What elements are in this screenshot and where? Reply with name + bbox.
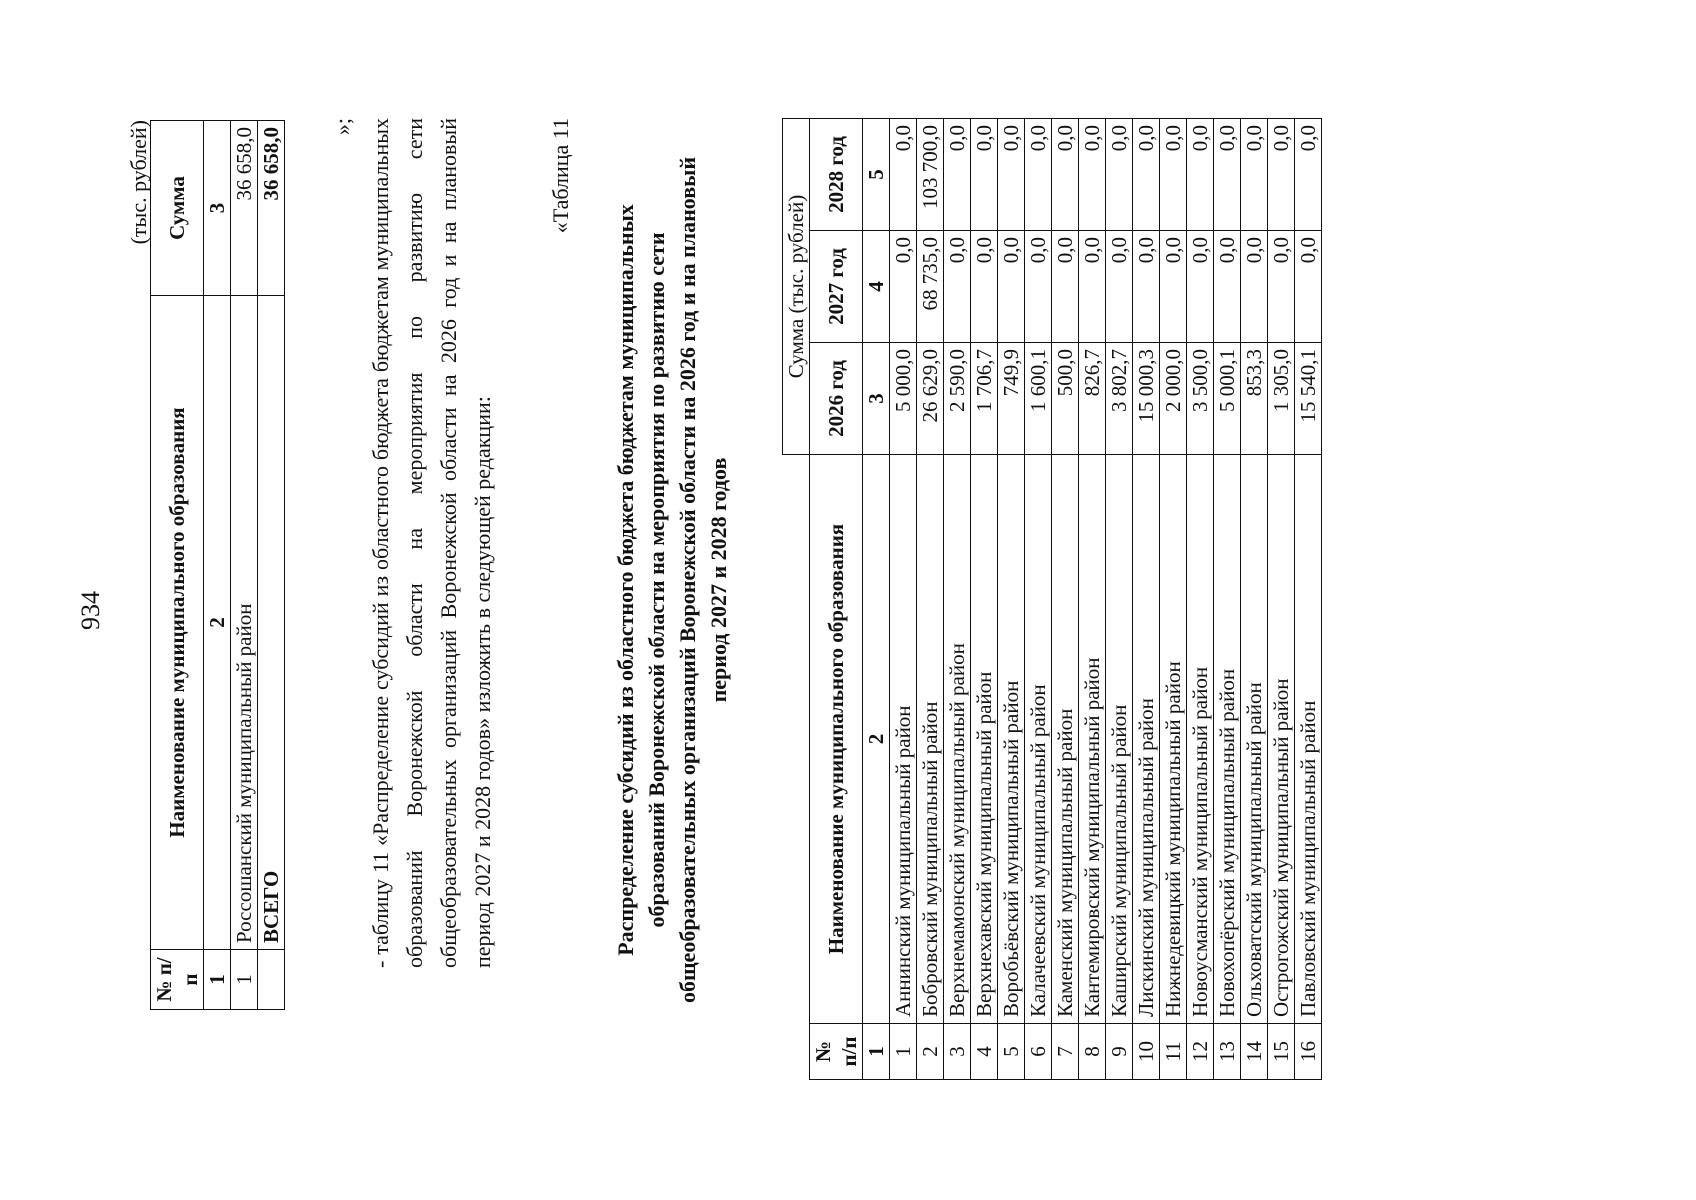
- municipality-name: Лискинский муниципальный район: [1133, 455, 1160, 1024]
- value-2028: 0,0: [1160, 119, 1187, 231]
- value-2027: 0,0: [1079, 231, 1106, 343]
- value-2026: 15 000,3: [1133, 343, 1160, 455]
- table1-closing: »;: [330, 118, 355, 136]
- municipality-name: Россошанский муниципальный район: [231, 296, 258, 950]
- sum-value: 36 658,0: [231, 121, 258, 296]
- value-2026: 1 706,7: [971, 343, 998, 455]
- value-2028: 0,0: [1106, 119, 1133, 231]
- table-row: [1241, 119, 1268, 1080]
- row-number: 2: [917, 1024, 944, 1080]
- page-number: 934: [76, 591, 105, 630]
- table-row: [1079, 119, 1106, 1080]
- table1-header-sum: Сумма: [151, 121, 204, 296]
- municipality-name: Нижнедевицкий муниципальный район: [1160, 455, 1187, 1024]
- row-number: 13: [1214, 1024, 1241, 1080]
- table2-header-name: Наименование муниципального образования: [810, 455, 863, 1024]
- table-row: [944, 119, 971, 1080]
- row-number: 3: [944, 1024, 971, 1080]
- value-2026: 500,0: [1052, 343, 1079, 455]
- municipality-name: Каменский муниципальный район: [1052, 455, 1079, 1024]
- value-2026: 749,9: [998, 343, 1025, 455]
- municipality-name: Калачеевский муниципальный район: [1025, 455, 1052, 1024]
- value-2028: 0,0: [1214, 119, 1241, 231]
- value-2027: 0,0: [1160, 231, 1187, 343]
- value-2026: 1 305,0: [1268, 343, 1295, 455]
- value-2028: 0,0: [1241, 119, 1268, 231]
- row-number: 10: [1133, 1024, 1160, 1080]
- value-2027: 0,0: [1241, 231, 1268, 343]
- municipality-name: Кантемировский муниципальный район: [1079, 455, 1106, 1024]
- value-2027: 0,0: [1133, 231, 1160, 343]
- table2-colnum: 5: [863, 119, 890, 231]
- value-2028: 0,0: [1025, 119, 1052, 231]
- municipality-name: Каширский муниципальный район: [1106, 455, 1133, 1024]
- value-2027: 0,0: [1295, 231, 1322, 343]
- table2-header-no: № п/п: [810, 1024, 863, 1080]
- value-2027: 0,0: [1214, 231, 1241, 343]
- table1-total-row: [258, 121, 285, 1010]
- row-number: 4: [971, 1024, 998, 1080]
- row-number: 8: [1079, 1024, 1106, 1080]
- municipality-name: Павловский муниципальный район: [1295, 455, 1322, 1024]
- empty-cell: [258, 950, 285, 1010]
- municipality-name: Новоусманский муниципальный район: [1187, 455, 1214, 1024]
- municipality-name: Ольховатский муниципальный район: [1241, 455, 1268, 1024]
- table2-colnum-row: [863, 119, 890, 1080]
- municipality-name: Новохопёрский муниципальный район: [1214, 455, 1241, 1024]
- value-2028: 0,0: [1133, 119, 1160, 231]
- row-number: 7: [1052, 1024, 1079, 1080]
- table1: [150, 120, 285, 1010]
- table2-body: [890, 119, 1322, 1080]
- table2-sumhead-row: [783, 119, 810, 1080]
- row-number: 11: [1160, 1024, 1187, 1080]
- table-row: [890, 119, 917, 1080]
- row-number: 16: [1295, 1024, 1322, 1080]
- table-row: [1295, 119, 1322, 1080]
- table-row: [1187, 119, 1214, 1080]
- value-2027: 0,0: [1187, 231, 1214, 343]
- value-2028: 0,0: [1052, 119, 1079, 231]
- value-2028: 0,0: [1268, 119, 1295, 231]
- value-2026: 5 000,1: [1214, 343, 1241, 455]
- table1-header-no: № п/п: [151, 950, 204, 1010]
- value-2026: 2 590,0: [944, 343, 971, 455]
- table2: [782, 118, 1322, 1080]
- value-2026: 3 802,7: [1106, 343, 1133, 455]
- row-number: 14: [1241, 1024, 1268, 1080]
- table-row: [1268, 119, 1295, 1080]
- amendment-paragraph: - таблицу 11 «Распределение субсидий из областного бюджета бюджетам муниципальных образований Воронежской области на мероприятия по развитию сети общеобразовательных организаций Воронежской области на 2026 год и на плановый период 2027 и 2028 годов» изложить в следующей редакции:: [368, 118, 495, 968]
- table11-title: Распределение субсидий из областного бюджета бюджетам муниципальных образований Воронежской области на мероприятия по развитию сети общеобразовательных организаций Воронежской области на 2026 год и на плановый период 2027 и 2028 годов: [613, 157, 731, 1004]
- value-2028: 0,0: [944, 119, 971, 231]
- total-label: ВСЕГО: [258, 296, 285, 950]
- table2-colnum: 4: [863, 231, 890, 343]
- value-2027: 0,0: [998, 231, 1025, 343]
- value-2026: 853,3: [1241, 343, 1268, 455]
- table2-colnum: 3: [863, 343, 890, 455]
- row-number: 5: [998, 1024, 1025, 1080]
- value-2028: 103 700,0: [917, 119, 944, 231]
- row-number: 1: [890, 1024, 917, 1080]
- table2-header-2028: 2028 год: [810, 119, 863, 231]
- table11-label: «Таблица 11: [548, 118, 573, 234]
- municipality-name: Бобровский муниципальный район: [917, 455, 944, 1024]
- value-2026: 5 000,0: [890, 343, 917, 455]
- empty-cell: [783, 1024, 810, 1080]
- table-row: [1160, 119, 1187, 1080]
- table2-colnum: 1: [863, 1024, 890, 1080]
- total-value: 36 658,0: [258, 121, 285, 296]
- value-2026: 1 600,1: [1025, 343, 1052, 455]
- value-2027: 0,0: [890, 231, 917, 343]
- row-number: 12: [1187, 1024, 1214, 1080]
- table-row: [231, 121, 258, 1010]
- table-row: [917, 119, 944, 1080]
- table-row: [1106, 119, 1133, 1080]
- value-2027: 0,0: [944, 231, 971, 343]
- table-row: [1052, 119, 1079, 1080]
- municipality-name: Острогожский муниципальный район: [1268, 455, 1295, 1024]
- row-number: 15: [1268, 1024, 1295, 1080]
- value-2027: 0,0: [1025, 231, 1052, 343]
- table2-header-row: [810, 119, 863, 1080]
- municipality-name: Аннинский муниципальный район: [890, 455, 917, 1024]
- table1-colnum: 2: [204, 296, 231, 950]
- row-number: 9: [1106, 1024, 1133, 1080]
- value-2026: 15 540,1: [1295, 343, 1322, 455]
- row-number: 6: [1025, 1024, 1052, 1080]
- empty-cell: [783, 455, 810, 1024]
- value-2027: 0,0: [1052, 231, 1079, 343]
- value-2027: 0,0: [971, 231, 998, 343]
- table2-sum-header: Сумма (тыс. рублей): [783, 119, 810, 455]
- table-row: [971, 119, 998, 1080]
- row-number: 1: [231, 950, 258, 1010]
- value-2027: 68 735,0: [917, 231, 944, 343]
- value-2028: 0,0: [1079, 119, 1106, 231]
- municipality-name: Воробьёвский муниципальный район: [998, 455, 1025, 1024]
- municipality-name: Верхнемамонский муниципальный район: [944, 455, 971, 1024]
- table-row: [1025, 119, 1052, 1080]
- table2-colnum: 2: [863, 455, 890, 1024]
- value-2028: 0,0: [1295, 119, 1322, 231]
- value-2027: 0,0: [1268, 231, 1295, 343]
- table-row: [1214, 119, 1241, 1080]
- table2-header-2026: 2026 год: [810, 343, 863, 455]
- table1-unit: (тыс. рублей): [126, 120, 151, 245]
- value-2026: 826,7: [1079, 343, 1106, 455]
- value-2027: 0,0: [1106, 231, 1133, 343]
- table1-colnum-row: [204, 121, 231, 1010]
- value-2026: 26 629,0: [917, 343, 944, 455]
- value-2026: 2 000,0: [1160, 343, 1187, 455]
- value-2028: 0,0: [890, 119, 917, 231]
- municipality-name: Верхнехавский муниципальный район: [971, 455, 998, 1024]
- value-2028: 0,0: [971, 119, 998, 231]
- table-row: [1133, 119, 1160, 1080]
- table1-colnum: 1: [204, 950, 231, 1010]
- table-row: [998, 119, 1025, 1080]
- value-2026: 3 500,0: [1187, 343, 1214, 455]
- table1-colnum: 3: [204, 121, 231, 296]
- value-2028: 0,0: [1187, 119, 1214, 231]
- table2-header-2027: 2027 год: [810, 231, 863, 343]
- value-2028: 0,0: [998, 119, 1025, 231]
- table1-header-row: [151, 121, 204, 1010]
- table1-header-name: Наименование муниципального образования: [151, 296, 204, 950]
